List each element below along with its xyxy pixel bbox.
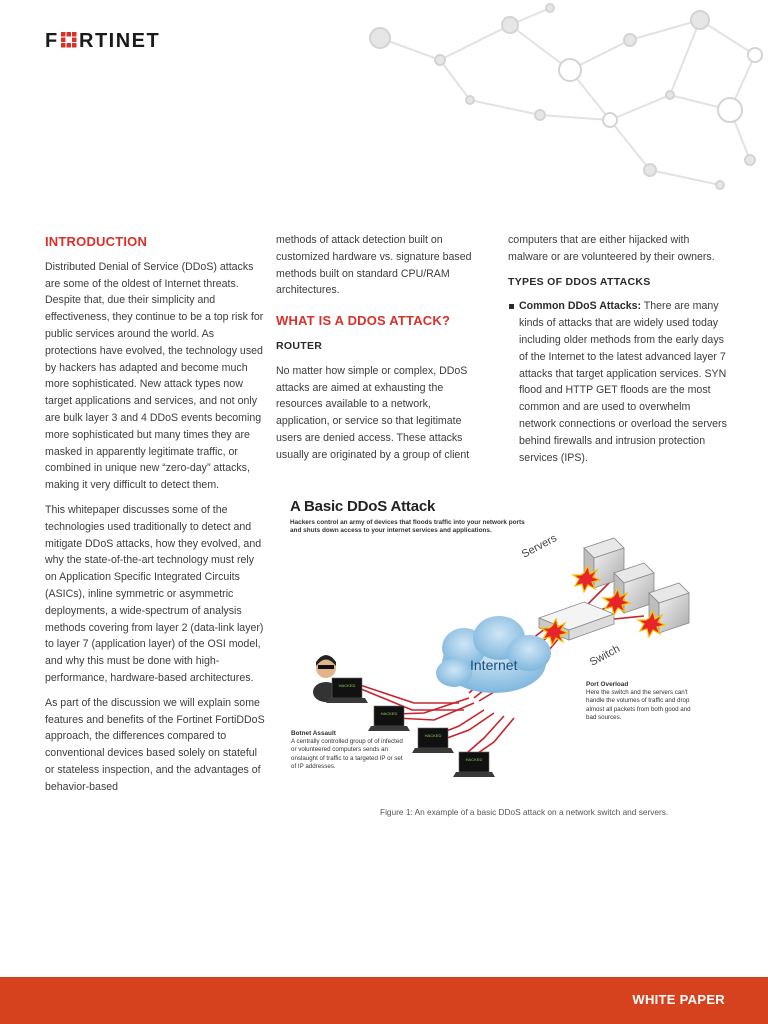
port-overload-note: [586, 681, 698, 722]
figure-subtitle: Hackers control an army of devices that floods traffic into your network ports and shuts down access to your internet services and applications.: [290, 519, 525, 534]
types-subheading: TYPES OF DDOS ATTACKS: [508, 275, 651, 288]
laptop-label: HACKED: [338, 683, 356, 688]
svg-text:RTINET: RTINET: [79, 30, 161, 51]
internet-cloud-icon: [436, 616, 551, 693]
figure-title: A Basic DDoS Attack: [290, 498, 436, 515]
intro-paragraph-1: Distributed Denial of Service (DDoS) attacks are some of the oldest of Internet threats. Despite that, due their simplicity and effectiveness, they continue to be a top risk for public services around the world. As protections have evolved, the technology used by hackers has adapted and become much more sophisticated. New attack types now target applications and services, and not only are bulk layer 3 and 4 DDoS events becoming more sophisticated but many times they are masked in apparently legitimate traffic, or combined in unique new “zero-day” attacks, making it very difficult to detect them.: [45, 260, 264, 492]
figure-caption: Figure 1: An example of a basic DDoS attack on a network switch and servers.: [380, 807, 669, 817]
introduction-heading: INTRODUCTION: [45, 234, 148, 249]
laptop-label: HACKED: [380, 711, 398, 716]
fortinet-logo: [45, 29, 187, 51]
fortinet-logo-mark: [45, 29, 187, 51]
logo-grid-icon: [61, 32, 77, 48]
svg-text:F: F: [45, 30, 59, 51]
servers-label: Servers: [519, 532, 559, 561]
column-introduction: [45, 232, 265, 804]
intro-paragraph-2: This whitepaper discusses some of the technologies used traditionally to detect and mitigate DDoS attacks, how they evolved, and why the state-of-the-art technology must rely on Application Specific Integrated Circuits (ASICs), inline symmetric or asymmetric deployments, a wide-spectrum of analysis methods covering from layer 2 (data-link layer) to layer 7 (application layer) of the OSI model, and why this must be done with high-performance, hardware-based architectures.: [45, 503, 264, 684]
laptop-label: HACKED: [424, 733, 442, 738]
botnet-title: Botnet Assault: [291, 730, 336, 737]
intro-paragraph-3: As part of the discussion we will explain some features and benefits of the Fortinet FortiDDoS approach, the differences compared to conventional devices based solely on stateful or stateless inspection, and the advantages of behavior-based: [45, 696, 265, 793]
bullet-title: Common DDoS Attacks:: [519, 300, 642, 313]
botnet-text: A centrally controlled group of of infected or volunteered computers sends an onslaught of traffic to a targeted IP or set of IP addresses.: [291, 738, 403, 770]
column-what-is-ddos: [276, 232, 486, 472]
network-decoration: [300, 0, 768, 200]
white-paper-label: WHITE PAPER: [632, 992, 725, 1007]
internet-label: Internet: [470, 657, 518, 673]
botnet-note: [291, 730, 403, 771]
col2-body-text: No matter how simple or complex, DDoS attacks are aimed at exhausting the resources available to a network, application, or service so that legitimate users are denied access. These attacks usually are originated by a group of client: [276, 364, 470, 461]
column-types: [508, 232, 730, 466]
port-overload-text: Here the switch and the servers can't handle the volumes of traffic and drop almost all packets from both good and bad sources.: [586, 689, 691, 721]
col2-intro-text: methods of attack detection built on customized hardware vs. signature based methods built on standard CPU/RAM architectures.: [276, 234, 472, 297]
what-is-ddos-heading: WHAT IS A DDOS ATTACK?: [276, 313, 451, 329]
col3-intro-text: computers that are either hijacked with malware or are volunteered by their owners.: [508, 234, 715, 263]
ddos-figure: [284, 498, 710, 828]
laptop-label: HACKED: [465, 757, 483, 762]
port-overload-title: Port Overload: [586, 681, 629, 688]
bullet-text: There are many kinds of attacks that are widely used today including older methods from the early days of the Internet to the latest advanced layer 7 attacks that target application services. SYN flood and HTTP GET floods are the most common and are used to overwhelm network connections or overload the servers behind firewalls and intrusion protection services (IPS).: [519, 300, 727, 464]
footer-bar: [0, 977, 768, 1024]
switch-label: Switch: [587, 642, 623, 669]
bullet-square-icon: [509, 304, 514, 309]
router-subheading: ROUTER: [276, 339, 323, 352]
bullet-common-attacks: [508, 298, 730, 466]
